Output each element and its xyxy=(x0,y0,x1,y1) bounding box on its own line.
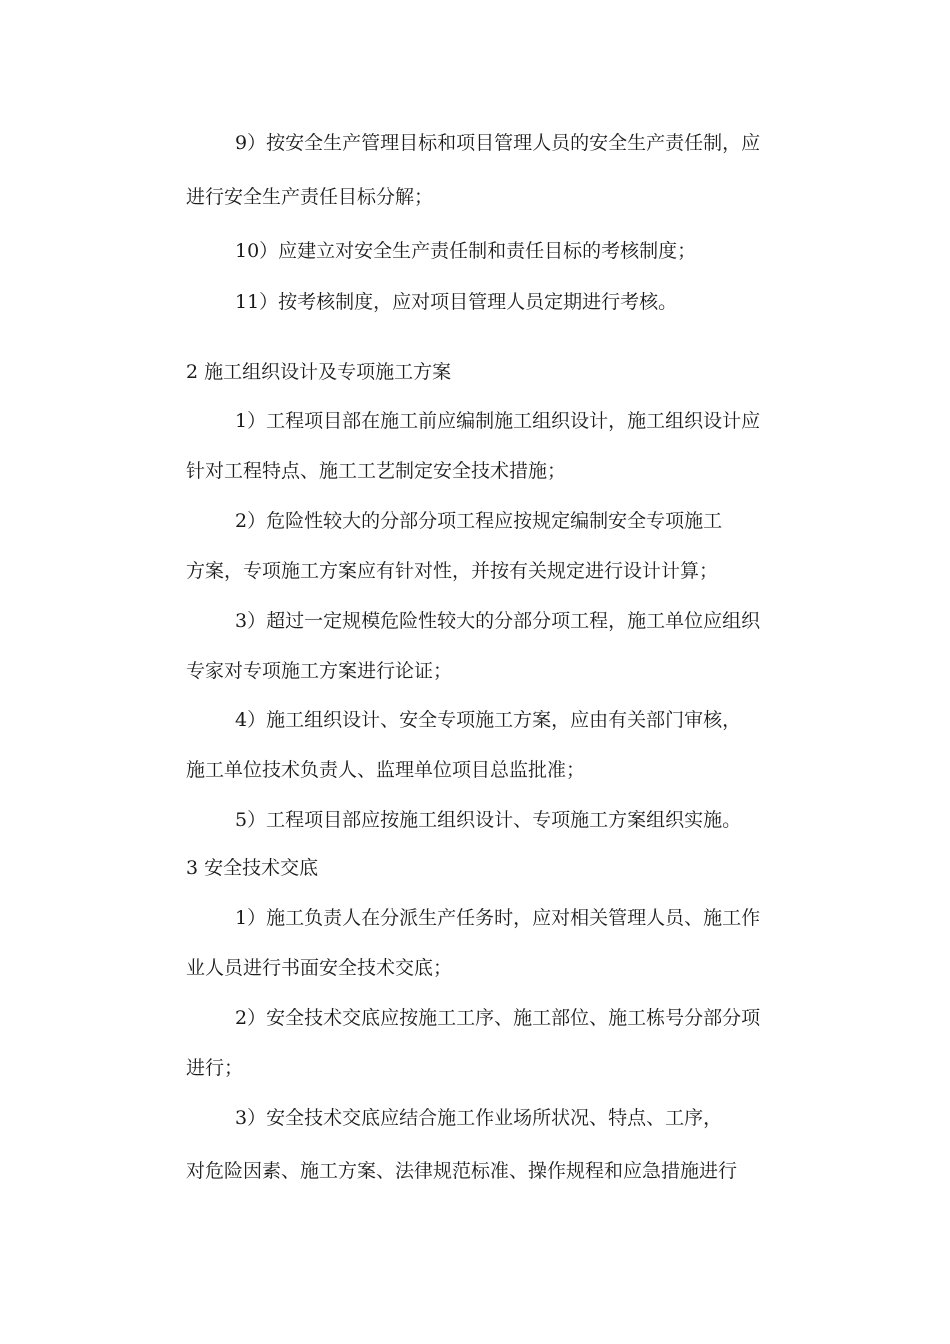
paragraph-line: 1）工程项目部在施工前应编制施工组织设计，施工组织设计应 xyxy=(235,410,761,432)
paragraph-line: 进行安全生产责任目标分解； xyxy=(186,186,434,208)
paragraph-line: 对危险因素、施工方案、法律规范标准、操作规程和应急措施进行 xyxy=(186,1160,738,1182)
paragraph-line: 3）安全技术交底应结合施工作业场所状况、特点、工序， xyxy=(235,1107,723,1129)
section-heading: 3 安全技术交底 xyxy=(186,857,319,879)
paragraph-line: 进行； xyxy=(186,1057,244,1079)
paragraph-line: 方案，专项施工方案应有针对性，并按有关规定进行设计计算； xyxy=(186,560,719,582)
paragraph-line: 2）危险性较大的分部分项工程应按规定编制安全专项施工 xyxy=(235,510,723,532)
paragraph-line: 10）应建立对安全生产责任制和责任目标的考核制度； xyxy=(235,240,697,262)
paragraph-line: 4）施工组织设计、安全专项施工方案，应由有关部门审核， xyxy=(235,709,742,731)
paragraph-line: 3）超过一定规模危险性较大的分部分项工程，施工单位应组织 xyxy=(235,610,761,632)
paragraph-line: 针对工程特点、施工工艺制定安全技术措施； xyxy=(186,460,567,482)
paragraph-line: 11）按考核制度，应对项目管理人员定期进行考核。 xyxy=(235,291,678,313)
section-heading: 2 施工组织设计及专项施工方案 xyxy=(186,361,452,383)
paragraph-line: 2）安全技术交底应按施工工序、施工部位、施工栋号分部分项 xyxy=(235,1007,761,1029)
paragraph-line: 施工单位技术负责人、监理单位项目总监批准； xyxy=(186,759,586,781)
paragraph-line: 1）施工负责人在分派生产任务时，应对相关管理人员、施工作 xyxy=(235,907,761,929)
paragraph-line: 9）按安全生产管理目标和项目管理人员的安全生产责任制，应 xyxy=(235,132,761,154)
paragraph-line: 5）工程项目部应按施工组织设计、专项施工方案组织实施。 xyxy=(235,809,742,831)
paragraph-line: 业人员进行书面安全技术交底； xyxy=(186,957,453,979)
paragraph-line: 专家对专项施工方案进行论证； xyxy=(186,660,453,682)
